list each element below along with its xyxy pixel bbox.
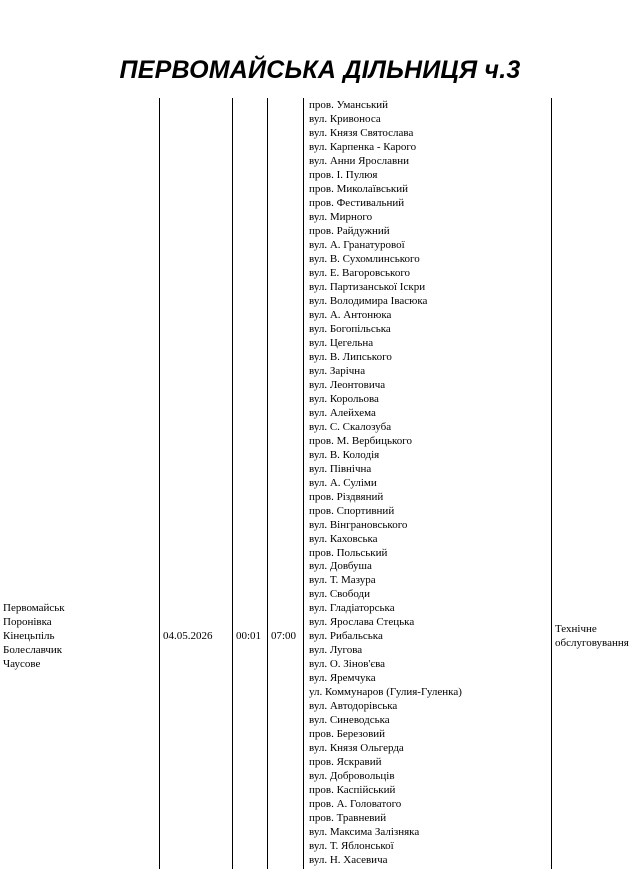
street-item: вул. Князя Ольгерда xyxy=(309,742,404,755)
street-item: вул. Рибальська xyxy=(309,630,383,643)
street-item: вул. Алейхема xyxy=(309,406,376,419)
street-item: вул. Князя Святослава xyxy=(309,126,414,139)
street-item: вул. В. Колодія xyxy=(309,448,380,461)
street-item: вул. Вінграновського xyxy=(309,518,408,531)
start-time-cell: 00:01 xyxy=(236,630,262,642)
streets-cell xyxy=(309,99,462,868)
street-item: вул. В. Липського xyxy=(309,350,392,363)
column-divider xyxy=(303,98,304,869)
street-item: вул. Кривоноса xyxy=(309,112,381,125)
street-item: пров. Березовий xyxy=(309,728,386,741)
street-item: вул. Мирного xyxy=(309,210,373,223)
street-item: вул. Е. Вагоровського xyxy=(309,266,411,279)
street-item: вул. А. Суліми xyxy=(309,476,377,489)
date-cell: 04.05.2026 xyxy=(163,630,213,642)
street-item: вул. С. Скалозуба xyxy=(309,420,392,433)
locality: Поронівка xyxy=(3,616,52,628)
locality: Болеславчик xyxy=(3,644,63,656)
end-time-cell: 07:00 xyxy=(271,630,297,642)
locality: Чаусове xyxy=(3,658,41,670)
street-item: пров. Каспійський xyxy=(309,784,396,797)
street-item: вул. Корольова xyxy=(309,392,379,405)
street-item: вул. А. Гранатурової xyxy=(309,238,405,251)
reason-cell xyxy=(555,622,629,650)
street-item: вул. Зарічна xyxy=(309,364,366,377)
street-item: вул. Гладіаторська xyxy=(309,602,395,615)
page-title: ПЕРВОМАЙСЬКА ДІЛЬНИЦЯ ч.3 xyxy=(119,56,521,84)
street-item: вул. Богопільська xyxy=(309,322,391,335)
localities-cell xyxy=(3,601,65,671)
street-item: вул. А. Антонюка xyxy=(309,308,392,321)
street-item: вул. Синеводська xyxy=(309,714,390,727)
street-item: пров. А. Головатого xyxy=(309,798,402,811)
street-item: вул. Партизанської Іскри xyxy=(309,280,426,293)
street-item: вул. Добровольців xyxy=(309,770,395,783)
street-item: пров. Різдвяний xyxy=(309,490,384,503)
column-divider xyxy=(551,98,552,869)
street-item: вул. Т. Мазура xyxy=(309,574,376,587)
street-item: вул. Н. Хасевича xyxy=(309,854,388,867)
street-item: вул. Довбуша xyxy=(309,560,372,573)
street-item: вул. Володимира Івасюка xyxy=(309,294,428,307)
column-divider xyxy=(159,98,160,869)
locality: Первомайськ xyxy=(3,602,65,614)
street-item: вул. Свободи xyxy=(309,588,371,601)
street-item: вул. Автодорівська xyxy=(309,700,398,713)
street-item: пров. Фестивальний xyxy=(309,196,405,209)
street-item: пров. Спортивний xyxy=(309,504,395,517)
street-item: вул. Каховська xyxy=(309,532,378,545)
street-item: пров. М. Вербицького xyxy=(309,434,412,447)
street-item: вул. Т. Яблонської xyxy=(309,840,394,853)
street-item: вул. В. Сухомлинського xyxy=(309,252,420,265)
street-item: пров. Польський xyxy=(309,546,388,559)
street-item: вул. Карпенка - Карого xyxy=(309,140,417,153)
street-item: ул. Коммунаров (Гулия-Гуленка) xyxy=(309,686,462,699)
street-item: вул. Цегельна xyxy=(309,336,374,349)
street-item: вул. Леонтовича xyxy=(309,378,386,391)
reason-line: Технічне xyxy=(555,623,597,635)
locality: Кінецьпіль xyxy=(3,630,55,642)
street-item: вул. О. Зінов'єва xyxy=(309,658,386,671)
street-item: вул. Північна xyxy=(309,462,372,475)
street-item: пров. Миколаївський xyxy=(309,182,408,195)
street-item: вул. Лугова xyxy=(309,644,363,657)
street-item: вул. Максима Залізняка xyxy=(309,826,420,839)
street-item: пров. Уманський xyxy=(309,99,389,111)
street-item: пров. Райдужний xyxy=(309,224,390,237)
street-item: вул. Ярослава Стецька xyxy=(309,616,415,629)
reason-line: обслуговування xyxy=(555,637,629,649)
street-item: пров. Травневий xyxy=(309,812,387,825)
column-divider xyxy=(267,98,268,869)
street-item: пров. Яскравий xyxy=(309,756,382,769)
street-item: пров. І. Пулюя xyxy=(309,168,378,181)
street-item: вул. Яремчука xyxy=(309,672,376,685)
column-divider xyxy=(232,98,233,869)
street-item: вул. Анни Ярославни xyxy=(309,154,410,167)
